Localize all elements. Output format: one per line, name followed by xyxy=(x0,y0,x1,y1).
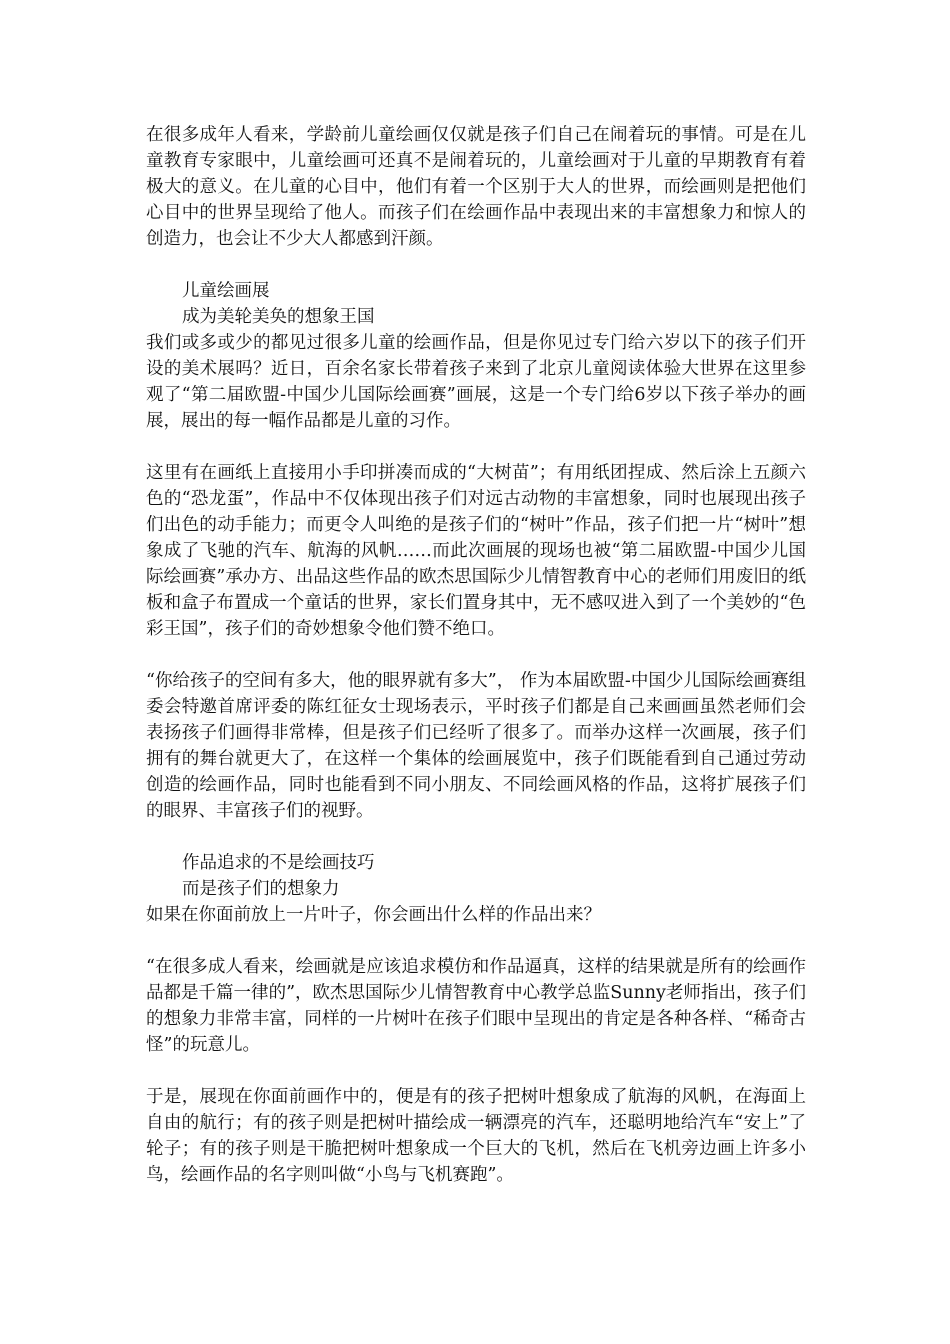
intro-paragraph: 在很多成年人看来，学龄前儿童绘画仅仅就是孩子们自己在闹着玩的事情。可是在儿童教育专家眼中，儿童绘画可还真不是闹着玩的，儿童绘画对于儿童的早期教育有着极大的意义。在儿童的心目中，他们有着一个区别于大人的世界，而绘画则是把他们心目中的世界呈现给了他人。而孩子们在绘画作品中表现出来的丰富想象力和惊人的创造力，也会让不少大人都感到汗颜。 xyxy=(146,125,806,249)
leaf-question-paragraph: 如果在你面前放上一片叶子，你会画出什么样的作品出来？ xyxy=(146,905,601,925)
paragraph-gap xyxy=(146,252,806,278)
paragraph-gap xyxy=(146,434,806,460)
section-heading-2-line-2: 而是孩子们的想象力 xyxy=(182,879,340,899)
section-heading-1-line-1: 儿童绘画展 xyxy=(182,281,270,301)
paragraph-gap xyxy=(146,824,806,850)
section-heading-1-line-2: 成为美轮美奂的想象王国 xyxy=(182,307,375,327)
paragraph-gap xyxy=(146,642,806,668)
document-page xyxy=(146,122,806,1188)
paragraph-gap xyxy=(146,1058,806,1084)
leaf-artworks-paragraph: 于是，展现在你面前画作中的，便是有的孩子把树叶想象成了航海的风帆，在海面上自由的航行；有的孩子则是把树叶描绘成一辆漂亮的汽车，还聪明地给汽车“安上”了轮子；有的孩子则是干脆把树叶想象成一个巨大的飞机，然后在飞机旁边画上许多小鸟，绘画作品的名字则叫做“小鸟与飞机赛跑”。 xyxy=(146,1087,806,1185)
teacher-quote-paragraph: “在很多成人看来，绘画就是应该追求模仿和作品逼真，这样的结果就是所有的绘画作品都是千篇一律的”，欧杰思国际少儿情智教育中心教学总监Sunny老师指出，孩子们的想象力非常丰富，同样的一片树叶在孩子们眼中呈现出的肯定是各种各样、“稀奇古怪”的玩意儿。 xyxy=(146,957,806,1055)
artworks-paragraph: 这里有在画纸上直接用小手印拼凑而成的“大树苗”；有用纸团捏成、然后涂上五颜六色的“恐龙蛋”，作品中不仅体现出孩子们对远古动物的丰富想象，同时也展现出孩子们出色的动手能力；而更令人叫绝的是孩子们的“树叶”作品，孩子们把一片“树叶”想象成了飞驰的汽车、航海的风帆……而此次画展的现场也被“第二届欧盟-中国少儿国际绘画赛”承办方、出品这些作品的欧杰思国际少儿情智教育中心的老师们用废旧的纸板和盒子布置成一个童话的世界，家长们置身其中，无不感叹进入到了一个美妙的“色彩王国”，孩子们的奇妙想象令他们赞不绝口。 xyxy=(146,463,806,639)
exhibition-paragraph: 我们或多或少的都见过很多儿童的绘画作品，但是你见过专门给六岁以下的孩子们开设的美术展吗？近日，百余名家长带着孩子来到了北京儿童阅读体验大世界在这里参观了“第二届欧盟-中国少儿国际绘画赛”画展，这是一个专门给6岁以下孩子举办的画展，展出的每一幅作品都是儿童的习作。 xyxy=(146,333,806,431)
judge-quote-paragraph: “你给孩子的空间有多大，他的眼界就有多大”， 作为本届欧盟-中国少儿国际绘画赛组委会特邀首席评委的陈红征女士现场表示，平时孩子们都是自己来画画虽然老师们会表扬孩子们画得非常棒，但是孩子们已经听了很多了。而举办这样一次画展，孩子们拥有的舞台就更大了，在这样一个集体的绘画展览中，孩子们既能看到自己通过劳动创造的绘画作品，同时也能看到不同小朋友、不同绘画风格的作品，这将扩展孩子们的眼界、丰富孩子们的视野。 xyxy=(146,671,806,821)
section-heading-2-line-1: 作品追求的不是绘画技巧 xyxy=(182,853,375,873)
paragraph-gap xyxy=(146,928,806,954)
